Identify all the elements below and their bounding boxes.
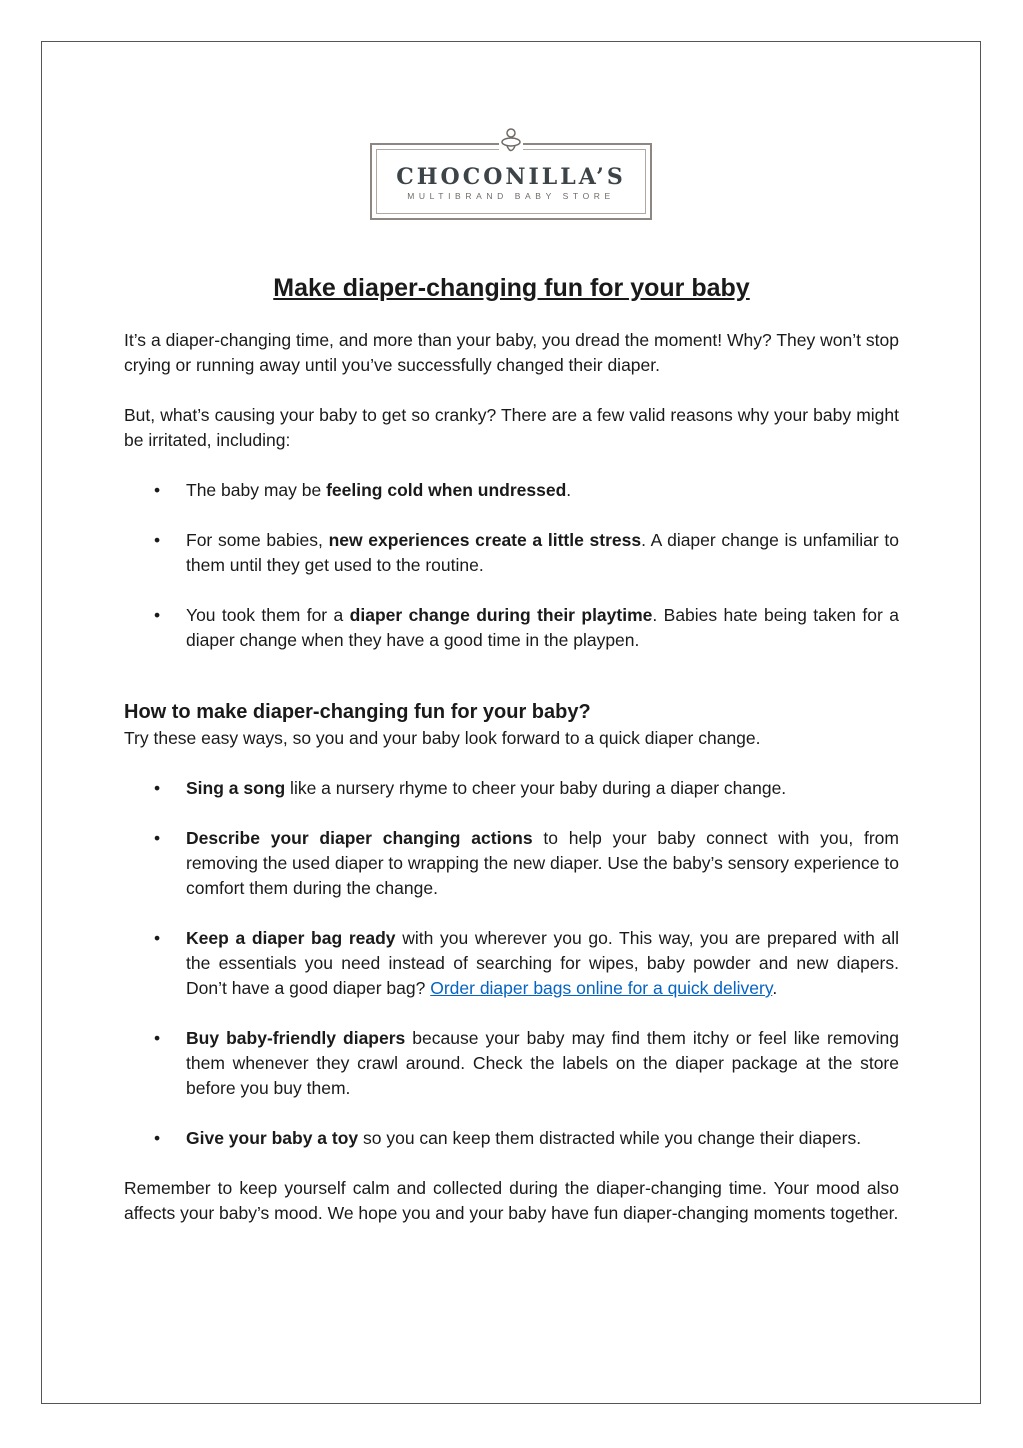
section-lead: Try these easy ways, so you and your baby look forward to a quick diaper change.	[124, 728, 761, 748]
page-title: Make diaper-changing fun for your baby	[273, 274, 750, 302]
logo-name: CHOCONILLA’S	[396, 164, 626, 190]
list-item: • Give your baby a toy so you can keep them distracted while you change their diapers.	[124, 1126, 899, 1151]
diaper-bags-link[interactable]: Order diaper bags online for a quick delivery	[430, 978, 773, 998]
section-heading: How to make diaper-changing fun for your baby?	[124, 701, 591, 723]
logo-tagline: MULTIBRAND BABY STORE	[407, 191, 615, 201]
list-item: • You took them for a diaper change during their playtime. Babies hate being taken for a diaper change when they have a good time in the playpen.	[124, 603, 899, 653]
intro-paragraph: It’s a diaper-changing time, and more than your baby, you dread the moment! Why? They won’t stop crying or running away until you’ve successfully changed their diaper.	[124, 330, 899, 375]
article	[124, 270, 899, 1226]
tips-list	[124, 776, 899, 1151]
intro-paragraph: But, what’s causing your baby to get so cranky? There are a few valid reasons why your baby might be irritated, including:	[124, 405, 899, 450]
reasons-list	[124, 478, 899, 653]
closing-paragraph: Remember to keep yourself calm and collected during the diaper-changing time. Your mood also affects your baby’s mood. We hope you and your baby have fun diaper-changing moments together.	[124, 1178, 899, 1223]
list-item: • Sing a song like a nursery rhyme to cheer your baby during a diaper change.	[124, 776, 899, 801]
list-item: • Buy baby-friendly diapers because your baby may find them itchy or feel like removing them whenever they crawl around. Check the labels on the diaper package at the store before you buy them.	[124, 1026, 899, 1101]
list-item: • Keep a diaper bag ready with you wherever you go. This way, you are prepared with all the essentials you need instead of searching for wipes, baby powder and new diapers. Don’t have a good diaper bag? Order diaper bags online for a quick delivery.	[124, 926, 899, 1001]
list-item: • Describe your diaper changing actions to help your baby connect with you, from removing the used diaper to wrapping the new diaper. Use the baby’s sensory experience to comfort them during the change.	[124, 826, 899, 901]
pacifier-icon	[499, 127, 523, 155]
list-item: • For some babies, new experiences create a little stress. A diaper change is unfamiliar to them until they get used to the routine.	[124, 528, 899, 578]
brand-logo	[370, 127, 652, 220]
list-item: • The baby may be feeling cold when undressed.	[124, 478, 899, 503]
